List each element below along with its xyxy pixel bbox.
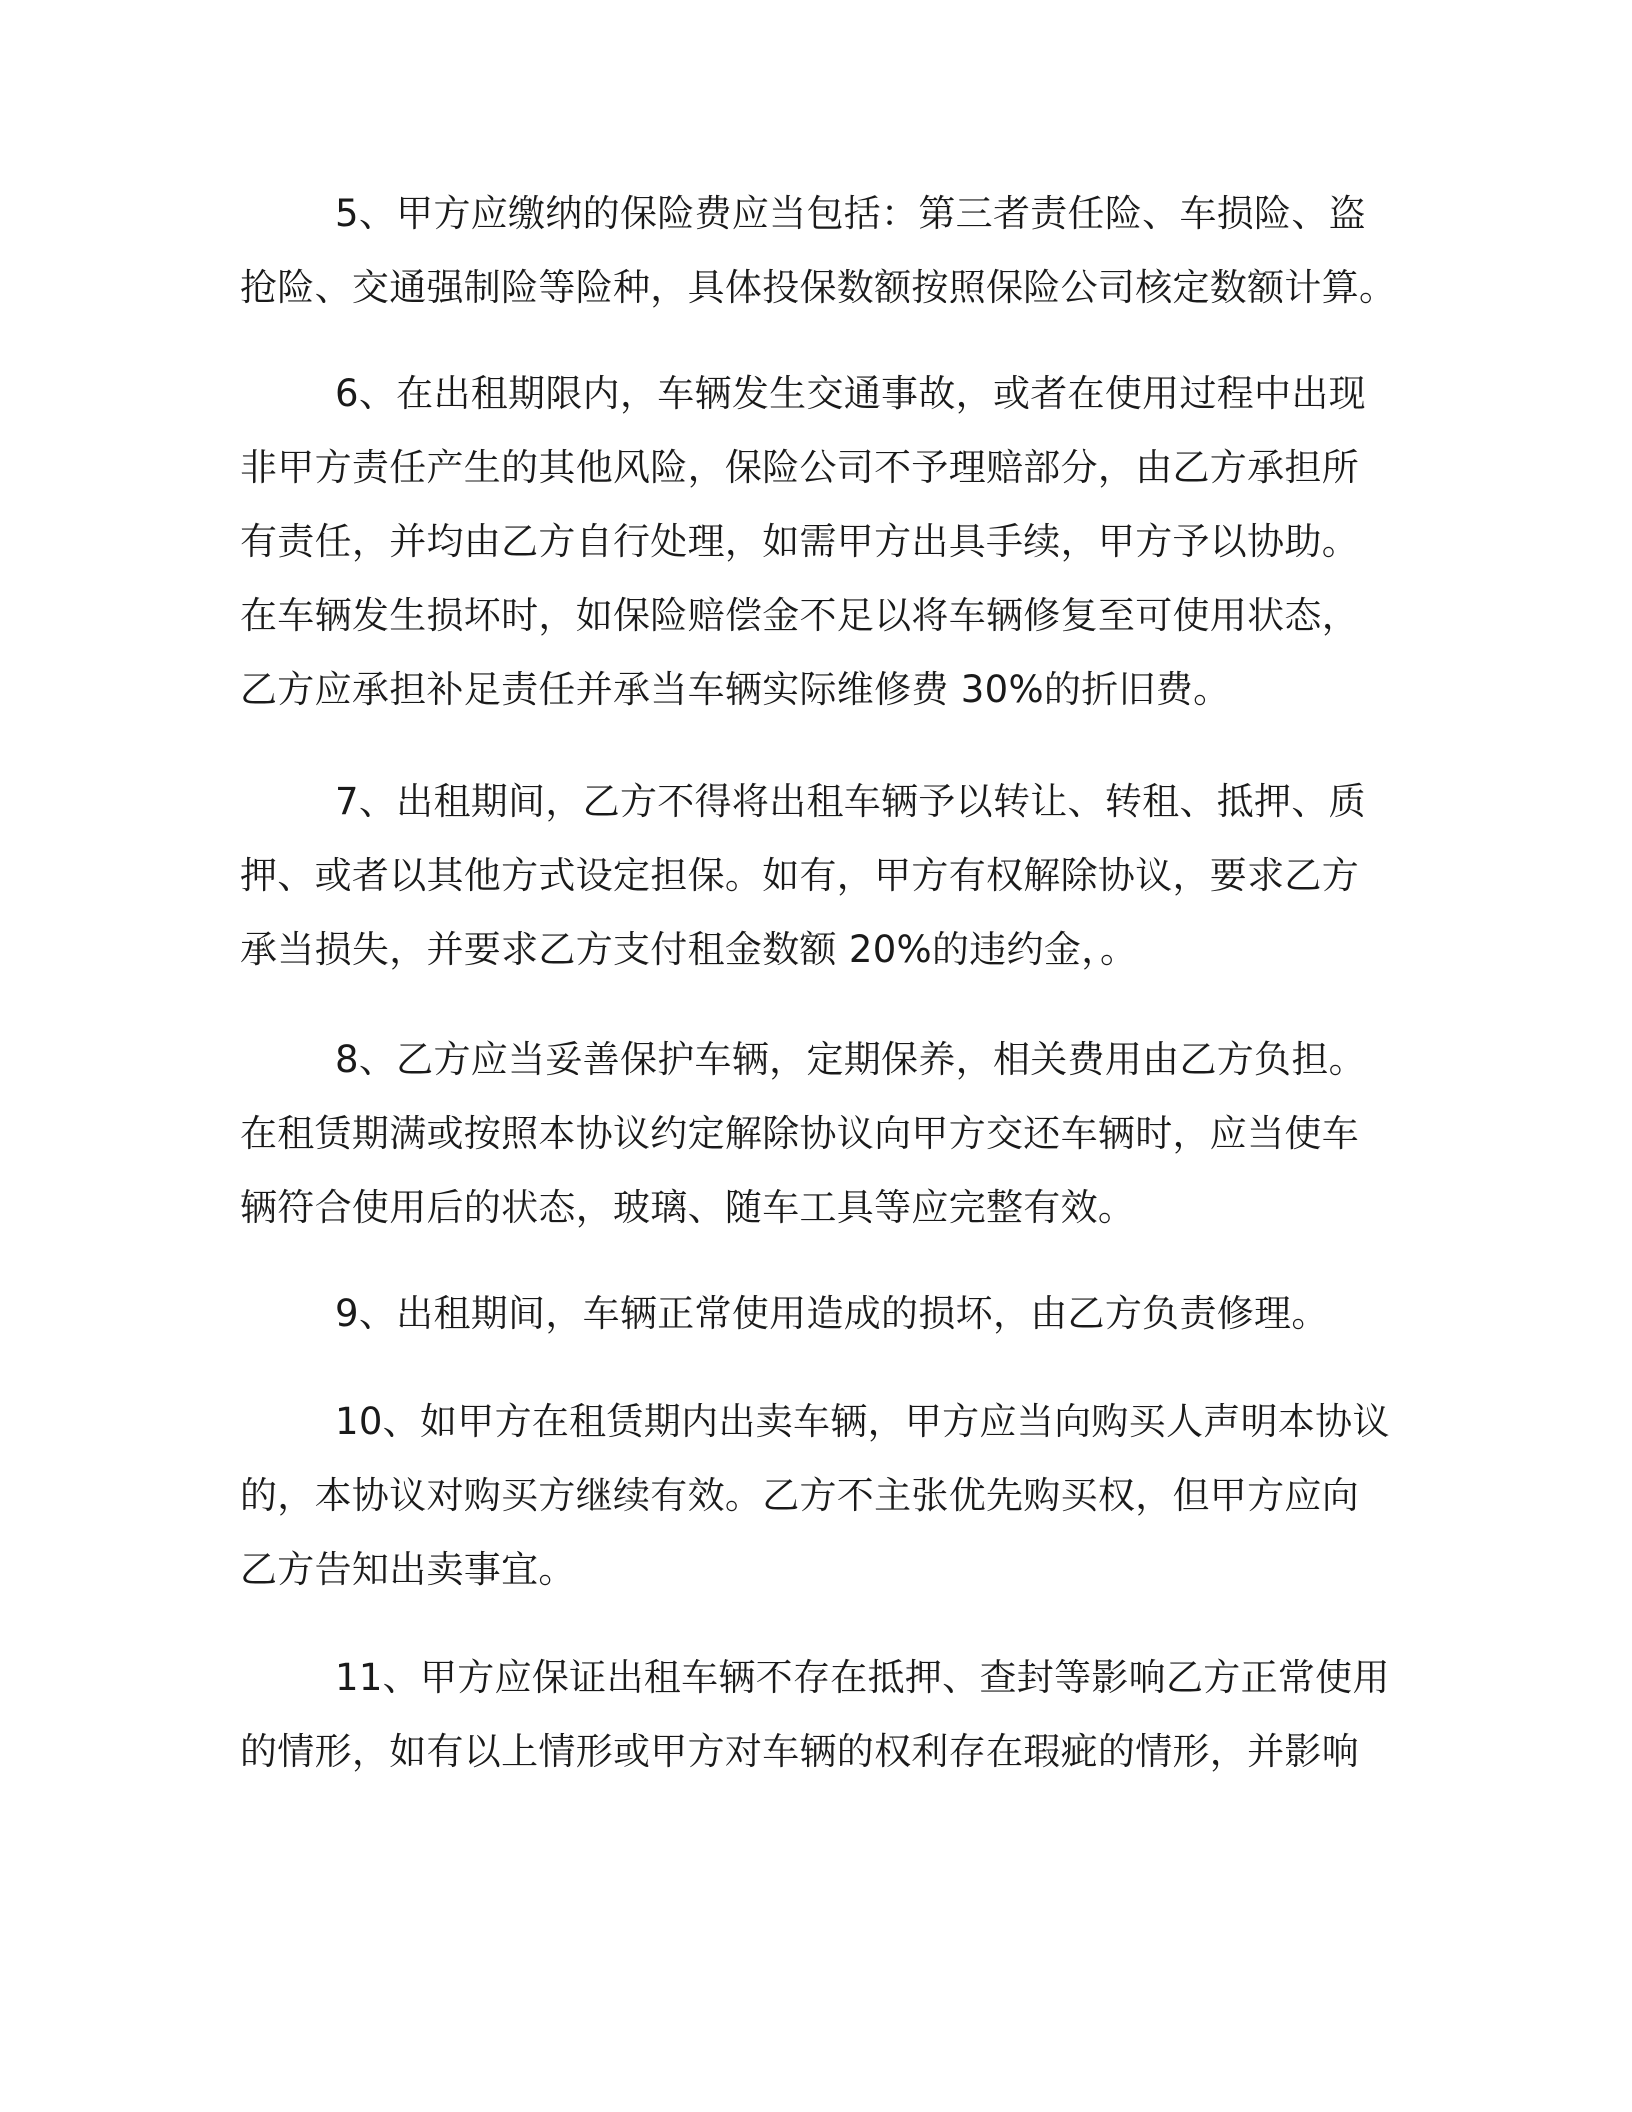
clause-8-line-2: 在租赁期满或按照本协议约定解除协议向甲方交还车辆时，应当使车 [240, 1112, 1359, 1155]
clause-10-line-3: 乙方告知出卖事宜。 [240, 1548, 576, 1591]
clause-6-line-1: 6、在出租期限内，车辆发生交通事故，或者在使用过程中出现 [335, 372, 1366, 415]
clause-5-line-1: 5、甲方应缴纳的保险费应当包括：第三者责任险、车损险、盗 [335, 192, 1366, 235]
clause-8-line-1: 8、乙方应当妥善保护车辆，定期保养，相关费用由乙方负担。 [335, 1038, 1366, 1081]
clause-10-line-2: 的，本协议对购买方继续有效。乙方不主张优先购买权，但甲方应向 [240, 1474, 1359, 1517]
clause-6-line-5: 乙方应承担补足责任并承当车辆实际维修费 30%的折旧费。 [240, 668, 1231, 711]
clause-6-line-3: 有责任，并均由乙方自行处理，如需甲方出具手续，甲方予以协助。 [240, 520, 1359, 563]
clause-11-line-1: 11、甲方应保证出租车辆不存在抵押、查封等影响乙方正常使用 [335, 1656, 1390, 1699]
clause-7-line-1: 7、出租期间，乙方不得将出租车辆予以转让、转租、抵押、质 [335, 780, 1366, 823]
clause-10-line-1: 10、如甲方在租赁期内出卖车辆，甲方应当向购买人声明本协议 [335, 1400, 1390, 1443]
clause-7-line-2: 押、或者以其他方式设定担保。如有，甲方有权解除协议，要求乙方 [240, 854, 1359, 897]
clause-6-line-2: 非甲方责任产生的其他风险，保险公司不予理赔部分，由乙方承担所 [240, 446, 1359, 489]
clause-6-line-4: 在车辆发生损坏时，如保险赔偿金不足以将车辆修复至可使用状态， [240, 594, 1359, 637]
clause-9-line-1: 9、出租期间，车辆正常使用造成的损坏，由乙方负责修理。 [335, 1292, 1329, 1335]
clause-8-line-3: 辆符合使用后的状态，玻璃、随车工具等应完整有效。 [240, 1186, 1136, 1229]
clause-7-line-3: 承当损失，并要求乙方支付租金数额 20%的违约金，。 [240, 928, 1138, 971]
clause-11-line-2: 的情形，如有以上情形或甲方对车辆的权利存在瑕疵的情形，并影响 [240, 1730, 1359, 1773]
clause-5-line-2: 抢险、交通强制险等险种，具体投保数额按照保险公司核定数额计算。 [240, 266, 1397, 309]
